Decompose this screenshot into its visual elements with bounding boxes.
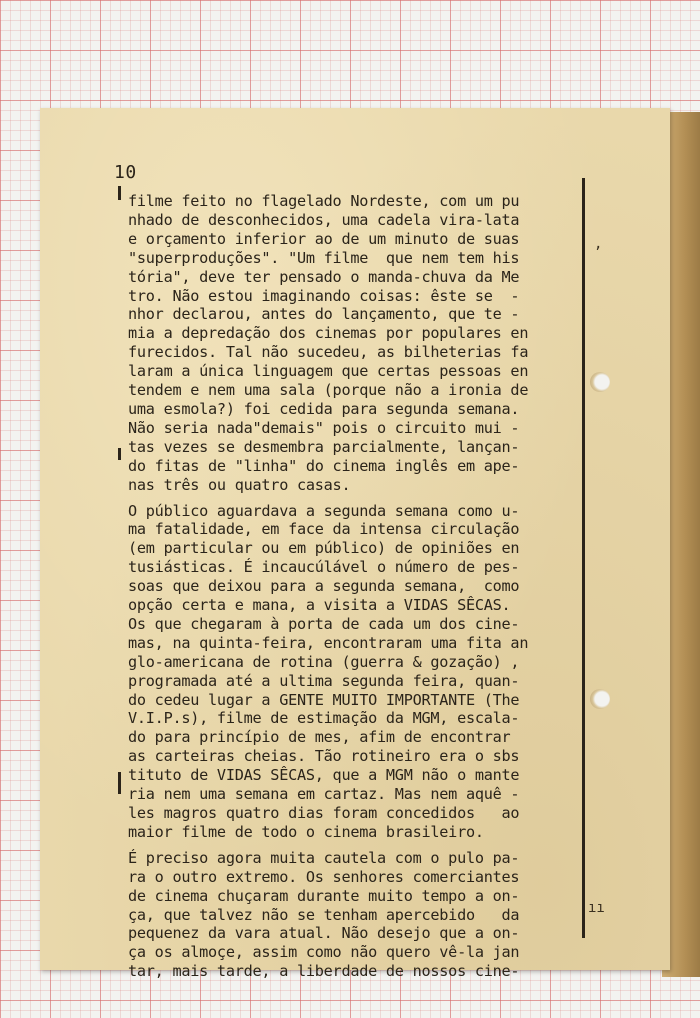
text-line: Não seria nada"demais" pois o circuito mui - [128, 418, 520, 437]
text-line: tituto de VIDAS SÊCAS, que a MGM não o mante [128, 766, 520, 785]
text-line: nhor declarou, antes do lançamento, que te - [128, 305, 520, 324]
text-line: do fitas de "linha" do cinema inglês em ape- [128, 456, 520, 475]
text-line: (em particular ou em público) de opiniões en [128, 539, 520, 558]
text-line: tusiásticas. É incaucúlável o número de pes- [128, 558, 520, 577]
text-line: pequenez da vara atual. Não desejo que a on- [128, 924, 520, 943]
text-line: ria nem uma semana em cartaz. Mas nem aquê - [128, 785, 520, 804]
text-line: nas três ou quatro casas. [128, 475, 351, 494]
text-line: de cinema chuçaram durante muito tempo a on- [128, 886, 520, 905]
text-line: opção certa e mana, a visita a VIDAS SÊCAS. [128, 596, 511, 615]
text-line: tas vezes se desmembra parcialmente, lançan- [128, 437, 520, 456]
text-line: tro. Não estou imaginando coisas: êste se - [128, 286, 520, 305]
text-line: programada até a ultima segunda feira, quan- [128, 671, 520, 690]
punch-hole [590, 372, 610, 392]
text-line: "superproduções". "Um filme que nem tem his [128, 248, 520, 267]
margin-mark [118, 186, 121, 200]
text-line: V.I.P.s), filme de estimação da MGM, escala- [128, 709, 520, 728]
text-line: laram a única linguagem que certas pessoas en [128, 362, 529, 381]
margin-mark: ıı [588, 900, 605, 916]
text-line: tar, mais tarde, a liberdade de nossos cine- [128, 962, 520, 981]
text-line: ça os almoçe, assim como não quero vê-la jan [128, 943, 520, 962]
text-line: tória", deve ter pensado o manda-chuva da Me [128, 267, 520, 286]
text-line: glo-americana de rotina (guerra & gozação) , [128, 652, 520, 671]
page-number: 10 [114, 162, 137, 183]
text-line: ça, que talvez não se tenham apercebido da [128, 905, 520, 924]
margin-mark [118, 448, 121, 460]
paragraph [128, 192, 578, 495]
paragraph [128, 502, 578, 842]
text-line: nhado de desconhecidos, uma cadela vira-lata [128, 210, 520, 229]
text-line: as carteiras cheias. Tão rotineiro era o sbs [128, 747, 520, 766]
margin-rule [582, 178, 585, 938]
text-line: maior filme de todo o cinema brasileiro. [128, 822, 484, 841]
text-line: e orçamento inferior ao de um minuto de suas [128, 229, 520, 248]
text-line: soas que deixou para a segunda semana, como [128, 577, 520, 596]
text-line: furecidos. Tal não sucedeu, as bilheterias fa [128, 343, 529, 362]
text-line: uma esmola?) foi cedida para segunda semana. [128, 399, 520, 418]
text-line: filme feito no flagelado Nordeste, com um pu [128, 192, 520, 210]
text-line: do cedeu lugar a GENTE MUITO IMPORTANTE (The [128, 690, 520, 709]
text-line: tendem e nem uma sala (porque não a ironia de [128, 381, 529, 400]
text-line: ma fatalidade, em face da intensa circulação [128, 520, 520, 539]
punch-hole [590, 689, 610, 709]
text-line: O público aguardava a segunda semana como u- [128, 501, 520, 520]
text-line: É preciso agora muita cautela com o pulo pa- [128, 848, 520, 867]
typewritten-page [40, 108, 670, 981]
body-text [128, 192, 578, 981]
paragraph [128, 849, 578, 981]
text-line: ra o outro extremo. Os senhores comerciantes [128, 867, 520, 886]
text-line: les magros quatro dias foram concedidos ao [128, 804, 520, 822]
text-line: mas, na quinta-feira, encontraram uma fita an [128, 633, 529, 652]
text-line: do para princípio de mes, afim de encontrar [128, 728, 511, 747]
text-line: mia a depredação dos cinemas por populares en [128, 324, 529, 343]
comma-mark: , [594, 236, 603, 252]
text-line: Os que chegaram à porta de cada um dos cine- [128, 614, 520, 633]
margin-mark [118, 772, 121, 794]
